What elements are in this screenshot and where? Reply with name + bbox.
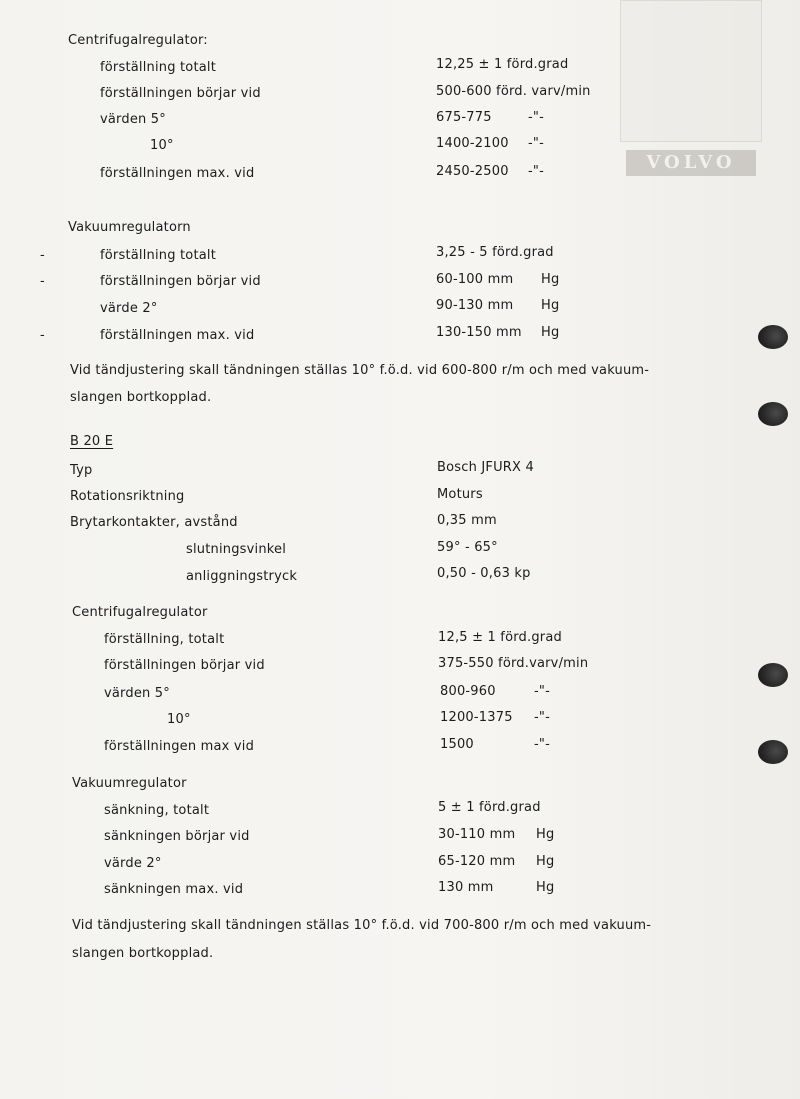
spec-unit: Hg [541,272,560,287]
spec-unit: Hg [536,827,555,842]
spec-unit: -"- [534,737,550,752]
spec-value: Bosch JFURX 4 [437,460,534,475]
binder-hole-icon [758,740,788,764]
spec-value: 59° - 65° [437,540,498,555]
spec-unit: Hg [536,880,555,895]
spec-value: 60-100 mm [436,272,514,287]
spec-value: 30-110 mm [438,827,516,842]
spec-value: 375-550 förd.varv/min [438,656,589,671]
spec-value: 2450-2500 [436,164,509,179]
spec-label: värde 2° [104,856,162,871]
spec-value: 1400-2100 [436,136,509,151]
binder-hole-icon [758,325,788,349]
logo-badge: VOLVO [626,150,756,176]
spec-label: förställningen max vid [104,739,255,754]
spec-value: 1500 [440,737,474,752]
spec-label: förställningen börjar vid [100,274,261,289]
spec-label: Brytarkontakter, avstånd [70,515,238,530]
note-line: Vid tändjustering skall tändningen ställas 10° f.ö.d. vid 700-800 r/m och med vakuum- [72,918,652,933]
spec-value: Moturs [437,487,483,502]
spec-unit: -"- [534,710,550,725]
spec-unit: -"- [528,164,544,179]
spec-value: 3,25 - 5 förd.grad [436,245,554,260]
spec-value: 130 mm [438,880,494,895]
spec-label: förställningen max. vid [100,166,255,181]
section-title: Centrifugalregulator [72,605,208,620]
spec-unit: Hg [541,298,560,313]
spec-unit: -"- [534,684,550,699]
spec-label: värde 2° [100,301,158,316]
binder-hole-icon [758,663,788,687]
section-title: Vakuumregulatorn [68,220,191,235]
spec-label: sänkningen max. vid [104,882,244,897]
spec-label: 10° [167,712,191,727]
spec-label: värden 5° [100,112,166,127]
spec-unit: Hg [536,854,555,869]
spec-label: förställning totalt [100,60,217,75]
spec-value: 65-120 mm [438,854,516,869]
spec-label: sänkningen börjar vid [104,829,250,844]
volvo-logo [616,0,766,180]
spec-label: slutningsvinkel [186,542,287,557]
spec-value: 12,25 ± 1 förd.grad [436,57,569,72]
spec-value: 12,5 ± 1 förd.grad [438,630,562,645]
binder-hole-icon [758,402,788,426]
change-mark: - [40,248,45,263]
spec-value: 5 ± 1 förd.grad [438,800,541,815]
spec-label: 10° [150,138,174,153]
spec-unit: -"- [528,136,544,151]
change-mark: - [40,328,45,343]
spec-label: Typ [70,463,93,478]
section-title: Vakuumregulator [72,776,187,791]
note-line: Vid tändjustering skall tändningen ställas 10° f.ö.d. vid 600-800 r/m och med vakuum- [70,363,650,378]
logo-illustration-icon [620,0,762,142]
spec-label: värden 5° [104,686,170,701]
spec-value: 675-775 [436,110,492,125]
spec-label: förställning, totalt [104,632,225,647]
spec-unit: -"- [528,110,544,125]
spec-label: förställningen börjar vid [104,658,265,673]
spec-label: sänkning, totalt [104,803,210,818]
spec-value: 90-130 mm [436,298,514,313]
spec-value: 0,35 mm [437,513,497,528]
spec-value: 500-600 förd. varv/min [436,84,591,99]
spec-value: 800-960 [440,684,496,699]
note-line: slangen bortkopplad. [72,946,214,961]
spec-unit: Hg [541,325,560,340]
change-mark: - [40,274,45,289]
spec-label: förställning totalt [100,248,217,263]
spec-label: förställningen börjar vid [100,86,261,101]
section-title: Centrifugalregulator: [68,33,208,48]
note-line: slangen bortkopplad. [70,390,212,405]
spec-value: 130-150 mm [436,325,522,340]
spec-label: förställningen max. vid [100,328,255,343]
spec-value: 0,50 - 0,63 kp [437,566,531,581]
spec-label: Rotationsriktning [70,489,185,504]
spec-value: 1200-1375 [440,710,513,725]
spec-label: anliggningstryck [186,569,298,584]
model-heading: B 20 E [70,434,114,449]
